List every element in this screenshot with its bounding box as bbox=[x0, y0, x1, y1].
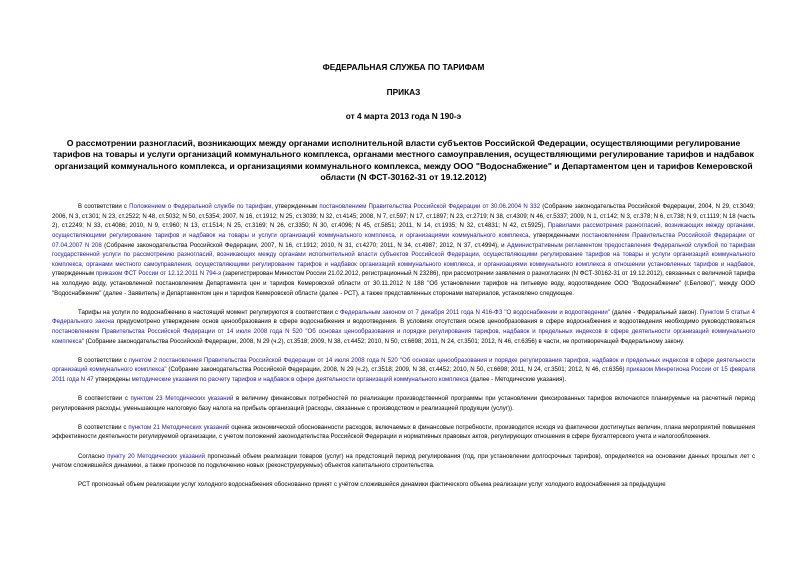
regulation-link[interactable]: Положением о Федеральной службе по тарифам bbox=[129, 203, 272, 211]
law-article-link[interactable]: Пунктом 5 статьи 4 Федерального закона bbox=[52, 308, 755, 326]
guidelines-link[interactable]: методические указания по расчету тарифов и надбавок в сфере деятельности организаций коммунального комплекса bbox=[131, 375, 469, 383]
resolution-link[interactable]: постановлением Правительства Российской Федерации от 07.04.2007 N 208 bbox=[52, 231, 756, 249]
text-run: В соответствии с bbox=[78, 395, 131, 403]
text-run: (далее - Методические указания). bbox=[468, 375, 567, 383]
text-run: прогнозный объем реализации товаров (услуг) на предстоящий период регулирования (год, при установлении долгосрочных тарифов), определяется на основании данных прошлых лет с учетом сложившейся динамики, а также прогнозов по подключению новых (реконструируемых) объектов капитального строительства. bbox=[52, 452, 755, 470]
text-run: оценка экономической обоснованности расходов, включаемых в финансовые потребности, производится исходя из фактически достигнутых величин, плана мероприятий повышения эффективности деятельности регулируемой организации, с учетом положений законодательства Российской Федерации и нормативных правовых актов, регулирующих отношения в сфере бухгалтерского учета и налогообложения. bbox=[52, 423, 756, 441]
text-run: (Собрание законодательства Российской Федерации, 2008, N 29 (ч.2), ст.3518; 2009, N 38, ст.4452; 2010, N 50, ст.6698; 2011, N 24, ст.3501; 2012, N 46, ст.6356) bbox=[166, 366, 627, 374]
text-run: утверждены bbox=[93, 375, 132, 383]
text-run: , утвержденными bbox=[528, 231, 582, 239]
text-run: , утвержденным bbox=[271, 203, 320, 211]
ministry-order-link[interactable]: приказом Минрегиона России от 15 февраля 2011 года N 47 bbox=[52, 366, 755, 383]
text-run: (Собрание законодательства Российской Федерации, 2008, N 29 (ч.2), ст.3518; 2009, N 38, ст.4452; 2010, N 50, ст.6698; 2011, N 24, ст.3501; 2012, N 46, ст.6356) в части, не противоречащей Федеральному закону. bbox=[83, 337, 685, 345]
document-type: ПРИКАЗ bbox=[386, 87, 421, 97]
paragraph-7 bbox=[52, 480, 755, 490]
text-run: В соответствии с bbox=[78, 356, 129, 364]
rules-link[interactable]: Правилами рассмотрения разногласий, возникающих между органами, осуществляющими регулирование тарифов и надбавок на товары и услуги организаций коммунального комплекса, и организациями коммунального комплекса bbox=[52, 222, 756, 239]
text-run: предусмотрено утверждение основ ценообразования в сфере водоснабжения и водоотведения. В условиях отсутствия основ ценообразования в сфере водоснабжения и водоотведения необходимо руководствоваться bbox=[114, 318, 756, 326]
document-title: О рассмотрении разногласий, возникающих между органами исполнительной власти субъектов Российской Федерации, осуществляющими регулирование тарифов на товары и услуги организаций коммунального комплекса, органами местного самоуправления, осуществляющими регулирование тарифов и надбавок организаций коммунального комплекса, и организациями коммунального комплекса, между ООО "Водоснабжение" и Департаментом цен и тарифов Кемеровской области (N ФСТ-30162-31 от 19.12.2012) bbox=[53, 138, 754, 182]
paragraph-4 bbox=[52, 394, 755, 413]
guidelines-clause-link[interactable]: пунктом 21 Методических указаний bbox=[128, 423, 230, 431]
paragraph-2 bbox=[52, 308, 755, 346]
text-run: Согласно bbox=[78, 452, 108, 460]
document-date-number: от 4 марта 2013 года N 190-э bbox=[345, 111, 462, 121]
regulations-link[interactable]: Административным регламентом предоставления Федеральной службой по тарифам государственной услуги по рассмотрению разногласий, возникающих между органами исполнительной власти субъектов Российской Федерации, осуществляющими регулирование тарифов на товары и услуги организаций коммунального комплекса, органами местного самоуправления, осуществляющими регулирование тарифов и надбавок организаций коммунального комплекса, и организациями коммунального комплекса в отношении установленных тарифов и надбавок bbox=[52, 241, 755, 268]
text-run: , утвержденным bbox=[52, 260, 755, 278]
text-run: (зарегистрирован Минюстом России 21.02.2012, регистрационный N 23286), при рассмотрении заявления о разногласиях (N ФСТ-30162-31 от 19.12.2012), связанных с величиной тарифа на холодную воду, установленной постановлением Департамента цен и тарифов Кемеровской области от 30.11.2012 N 188 "Об установлении тарифов на питьевую воду, водоотведение ООО "Водоснабжение" (г.Белово)", между ООО "Водоснабжение" (далее - Заявитель) и Департаментом цен и тарифов Кемеровской области (далее - РСТ), а также представленных сторонами материалов, установлено следующее. bbox=[52, 270, 755, 297]
text-run: В соответствии с bbox=[78, 423, 129, 431]
paragraph-5 bbox=[52, 423, 755, 442]
text-run: (далее - Федеральный закон). bbox=[609, 308, 701, 316]
federal-law-link[interactable]: Федеральным законом от 7 декабря 2011 года N 416-ФЗ "О водоснабжении и водоотведении" bbox=[340, 308, 610, 316]
text-run: (Собрание законодательства Российской Федерации, 2007, N 16, ст.1912; 2010, N 31, ст.4270; 2011, N 34, ст.4987; 2012, N 37, ст.4994), и bbox=[101, 241, 507, 249]
resolution-clause-link[interactable]: пунктом 2 постановления Правительства Российской Федерации от 14 июля 2008 года N 520 "Об основах ценообразования и порядке регулирования тарифов, надбавок и предельных индексов в сфере деятельности организаций коммунального комплекса" bbox=[52, 356, 755, 374]
guidelines-clause-link[interactable]: пункту 20 Методических указаний bbox=[107, 452, 206, 460]
paragraph-6 bbox=[52, 452, 755, 471]
resolution-link[interactable]: постановлением Правительства Российской Федерации от 14 июля 2008 года N 520 "Об основах ценообразования и порядке регулирования тарифов, надбавок и предельных индексов в сфере деятельности организаций коммунального комплекса" bbox=[52, 327, 755, 345]
text-run: Тарифы на услуги по водоснабжению в настоящий момент регулируются в соответствии с bbox=[78, 308, 340, 316]
order-link[interactable]: приказом ФСТ России от 12.12.2011 N 794-э bbox=[95, 270, 222, 278]
text-run: В соответствии с bbox=[78, 203, 130, 211]
paragraph-3 bbox=[52, 356, 755, 385]
paragraph-1 bbox=[52, 202, 755, 298]
text-run: (Собрание законодательства Российской Федерации, 2004, N 29, ст.3049; 2006, N 3, ст.301; N 23, ст.2522; N 48, ст.5032; N 50, ст.5354; 2007, N 16, ст.1912; N 25, ст.3039; N 32, ст.4145; 2008, N 7, ст.597; N 17, ст.1897; N 23, ст.2719; N 38, ст.4309; N 46, ст.5337; 2009, N 1, ст.142; N 3, ст.378; N 6, ст.738; N 9, ст.1119; N 18 (часть 2), ст.2249; N 33, ст.4086; 2010, N 9, ст.960; N 13, ст.1514; N 25, ст.3169; N 26, ст.3350; N 30, ст.4096; N 45, ст.5851; 2011, N 14, ст.1935; N 32, ст.4831; N 42, ст.5925), bbox=[52, 203, 756, 230]
text-run: РСТ прогнозный объем реализации услуг холодного водоснабжения обоснованно принят с учётом сложившейся динамики фактического объема реализации услуг холодного водоснабжения за предыдущие bbox=[78, 481, 666, 489]
guidelines-clause-link[interactable]: пунктом 23 Методических указаний bbox=[130, 395, 234, 403]
resolution-link[interactable]: постановлением Правительства Российской Федерации от 30.06.2004 N 332 bbox=[319, 203, 541, 211]
agency-heading: ФЕДЕРАЛЬНАЯ СЛУЖБА ПО ТАРИФАМ bbox=[322, 62, 485, 72]
text-run: в величину финансовых потребностей по реализации производственной программы при установлении фиксированных тарифов включаются планируемые на расчетный период регулирования расходы, уменьшающие налоговую базу налога на прибыль организаций (расходы, связанные с производством и реализацией продукции (услуг)). bbox=[52, 395, 755, 412]
